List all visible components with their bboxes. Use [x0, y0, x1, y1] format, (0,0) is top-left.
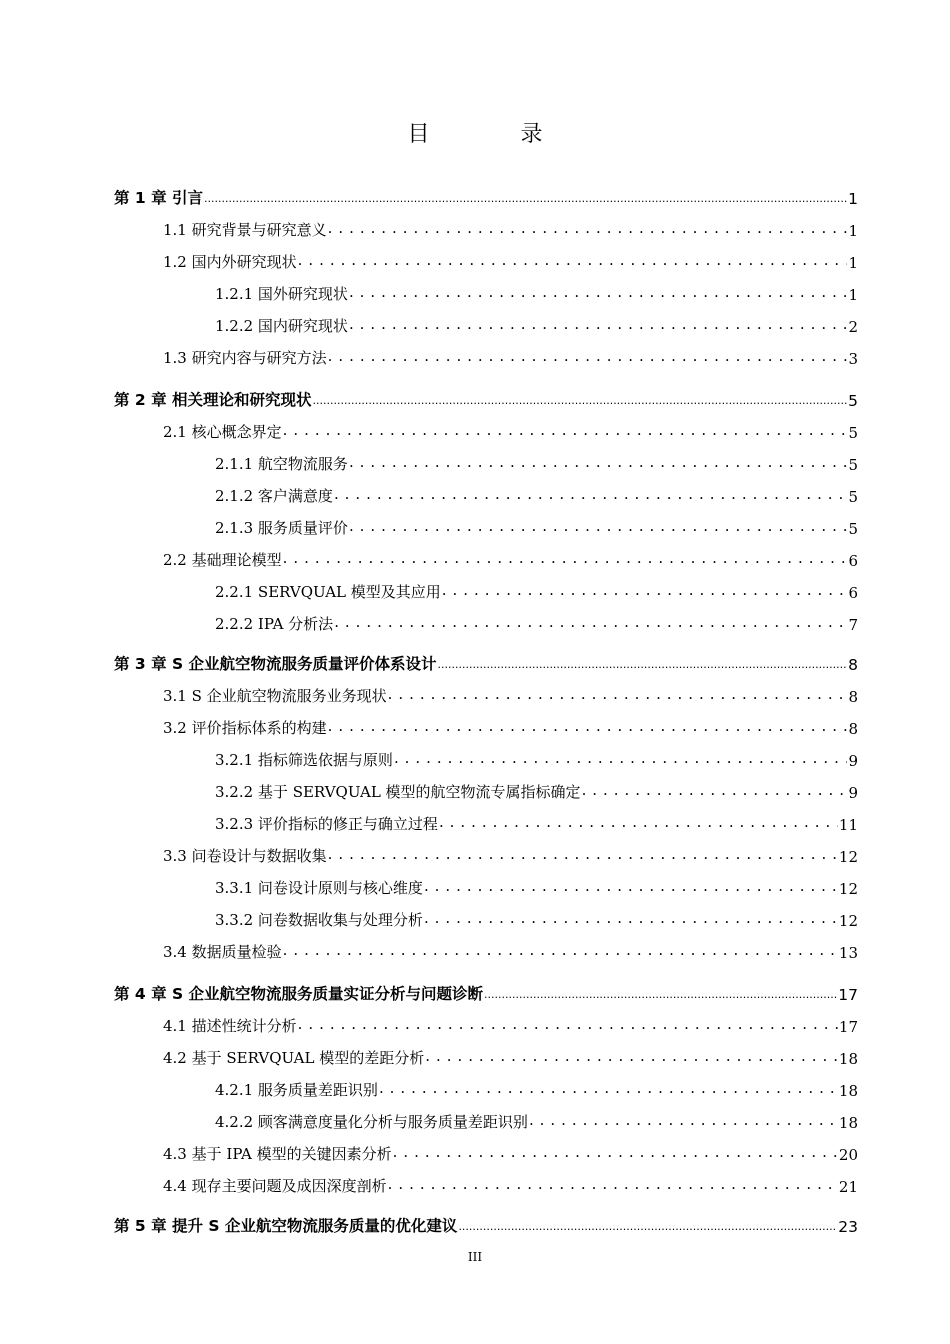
- toc-entry-title: 第 5 章 提升 S 企业航空物流服务质量的优化建议: [114, 1217, 458, 1235]
- toc-page-number: 1: [848, 222, 858, 240]
- toc-entry-title: 1.2 国内外研究现状: [163, 253, 297, 271]
- toc-entry-title: 3.4 数据质量检验: [163, 943, 282, 961]
- toc-page-number: 2: [848, 318, 858, 336]
- toc-section-entry[interactable]: [215, 904, 858, 930]
- toc-section-entry[interactable]: [163, 214, 858, 240]
- toc-entry-title: 4.2.1 服务质量差距识别: [215, 1081, 378, 1099]
- toc-entry-title: 第 4 章 S 企业航空物流服务质量实证分析与问题诊断: [114, 985, 484, 1003]
- toc-page-number: 18: [838, 1114, 858, 1132]
- toc-dot-leader: [312, 391, 847, 407]
- toc-page-number: 5: [848, 520, 858, 538]
- toc-section-entry[interactable]: [215, 1074, 858, 1100]
- toc-chapter-entry[interactable]: [114, 648, 858, 674]
- toc-chapter-entry[interactable]: [114, 384, 858, 410]
- toc-section-entry[interactable]: [163, 936, 858, 962]
- toc-page-number: 5: [848, 392, 858, 410]
- toc-entry-title: 4.3 基于 IPA 模型的关键因素分析: [163, 1145, 392, 1163]
- toc-entry-title: 2.2.2 IPA 分析法: [215, 615, 334, 633]
- toc-dot-leader: [442, 583, 848, 598]
- toc-entry-title: 2.1 核心概念界定: [163, 423, 282, 441]
- toc-entry-title: 2.2 基础理论模型: [163, 551, 282, 569]
- toc-dot-leader: [328, 847, 838, 862]
- toc-entry-title: 4.4 现存主要问题及成因深度剖析: [163, 1177, 387, 1195]
- toc-page-number: 9: [848, 784, 858, 802]
- toc-dot-leader: [298, 1017, 838, 1032]
- toc-page-number: 17: [838, 1018, 858, 1036]
- toc-section-entry[interactable]: [163, 680, 858, 706]
- toc-entry-title: 1.3 研究内容与研究方法: [163, 349, 327, 367]
- toc-section-entry[interactable]: [215, 448, 858, 474]
- toc-entry-title: 2.2.1 SERVQUAL 模型及其应用: [215, 583, 441, 601]
- toc-dot-leader: [334, 487, 848, 502]
- toc-section-entry[interactable]: [215, 1106, 858, 1132]
- toc-entry-title: 2.1.3 服务质量评价: [215, 519, 348, 537]
- toc-dot-leader: [484, 985, 837, 1001]
- toc-entry-title: 第 1 章 引言: [114, 189, 203, 207]
- toc-dot-leader: [529, 1113, 838, 1128]
- toc-dot-leader: [283, 551, 848, 566]
- toc-section-entry[interactable]: [163, 840, 858, 866]
- toc-section-entry[interactable]: [215, 512, 858, 538]
- toc-page-number: 20: [838, 1146, 858, 1164]
- toc-dot-leader: [439, 815, 838, 830]
- toc-title: 目 录: [407, 122, 585, 147]
- toc-page-number: 8: [848, 720, 858, 738]
- toc-dot-leader: [283, 423, 848, 438]
- toc-page-number: 1: [848, 190, 858, 208]
- toc-section-entry[interactable]: [215, 608, 858, 634]
- toc-page-number: 5: [848, 424, 858, 442]
- toc-entry-title: 第 3 章 S 企业航空物流服务质量评价体系设计: [114, 655, 437, 673]
- toc-section-entry[interactable]: [215, 744, 858, 770]
- toc-page-number: 9: [848, 752, 858, 770]
- toc-entry-title: 3.2.2 基于 SERVQUAL 模型的航空物流专属指标确定: [215, 783, 581, 801]
- toc-dot-leader: [349, 317, 848, 332]
- toc-page-number: 23: [838, 1218, 858, 1236]
- toc-dot-leader: [379, 1081, 838, 1096]
- toc-section-entry[interactable]: [163, 1170, 858, 1196]
- toc-section-entry[interactable]: [215, 808, 858, 834]
- toc-page-number: 18: [838, 1082, 858, 1100]
- toc-dot-leader: [328, 349, 848, 364]
- toc-page-number: 18: [838, 1050, 858, 1068]
- toc-dot-leader: [438, 655, 848, 671]
- toc-section-entry[interactable]: [215, 310, 858, 336]
- toc-dot-leader: [204, 189, 847, 205]
- toc-page-number: 13: [838, 944, 858, 962]
- toc-page-number: 12: [838, 880, 858, 898]
- toc-page-number: 5: [848, 456, 858, 474]
- toc-entry-title: 3.2.1 指标筛选依据与原则: [215, 751, 393, 769]
- toc-dot-leader: [394, 751, 848, 766]
- toc-section-entry[interactable]: [163, 1010, 858, 1036]
- toc-chapter-entry[interactable]: [114, 978, 858, 1004]
- toc-section-entry[interactable]: [163, 246, 858, 272]
- toc-section-entry[interactable]: [215, 278, 858, 304]
- toc-section-entry[interactable]: [163, 544, 858, 570]
- toc-entry-title: 2.1.2 客户满意度: [215, 487, 333, 505]
- page-number: III: [467, 1250, 483, 1264]
- toc-page-number: 11: [838, 816, 858, 834]
- toc-page-number: 8: [848, 656, 858, 674]
- toc-entry-title: 1.2.2 国内研究现状: [215, 317, 348, 335]
- toc-dot-leader: [582, 783, 848, 798]
- toc-section-entry[interactable]: [163, 712, 858, 738]
- toc-chapter-entry[interactable]: [114, 182, 858, 208]
- toc-page-number: 7: [848, 616, 858, 634]
- toc-dot-leader: [334, 615, 847, 630]
- toc-entry-title: 第 2 章 相关理论和研究现状: [114, 391, 312, 409]
- toc-dot-leader: [425, 1049, 838, 1064]
- toc-chapter-entry[interactable]: [114, 1210, 858, 1236]
- toc-page-number: 1: [848, 254, 858, 272]
- toc-page-number: 1: [848, 286, 858, 304]
- toc-entry-title: 2.1.1 航空物流服务: [215, 455, 348, 473]
- toc-dot-leader: [388, 1177, 838, 1192]
- toc-entry-title: 4.1 描述性统计分析: [163, 1017, 297, 1035]
- toc-dot-leader: [349, 455, 848, 470]
- toc-page-number: 17: [838, 986, 858, 1004]
- toc-page-number: 3: [848, 350, 858, 368]
- toc-section-entry[interactable]: [163, 1042, 858, 1068]
- toc-page-number: 6: [848, 584, 858, 602]
- toc-entry-title: 4.2.2 顾客满意度量化分析与服务质量差距识别: [215, 1113, 528, 1131]
- toc-entry-title: 3.3.1 问卷设计原则与核心维度: [215, 879, 423, 897]
- toc-entry-title: 1.2.1 国外研究现状: [215, 285, 348, 303]
- toc-page-number: 12: [838, 912, 858, 930]
- toc-dot-leader: [349, 285, 848, 300]
- toc-entry-title: 3.3 问卷设计与数据收集: [163, 847, 327, 865]
- toc-page-number: 8: [848, 688, 858, 706]
- toc-entry-title: 3.2.3 评价指标的修正与确立过程: [215, 815, 438, 833]
- toc-dot-leader: [388, 687, 848, 702]
- toc-entry-title: 4.2 基于 SERVQUAL 模型的差距分析: [163, 1049, 425, 1067]
- toc-dot-leader: [424, 879, 838, 894]
- toc-dot-leader: [328, 719, 848, 734]
- toc-entry-title: 3.1 S 企业航空物流服务业务现状: [163, 687, 387, 705]
- toc-section-entry[interactable]: [163, 342, 858, 368]
- toc-dot-leader: [283, 943, 838, 958]
- toc-section-entry[interactable]: [215, 480, 858, 506]
- toc-entry-title: 3.2 评价指标体系的构建: [163, 719, 327, 737]
- toc-dot-leader: [349, 519, 848, 534]
- toc-dot-leader: [458, 1217, 837, 1233]
- toc-section-entry[interactable]: [215, 776, 858, 802]
- toc-page-number: 12: [838, 848, 858, 866]
- toc-section-entry[interactable]: [215, 576, 858, 602]
- toc-page-number: 6: [848, 552, 858, 570]
- toc-page-number: 21: [838, 1178, 858, 1196]
- toc-dot-leader: [328, 221, 848, 236]
- toc-entry-title: 1.1 研究背景与研究意义: [163, 221, 327, 239]
- toc-dot-leader: [424, 911, 838, 926]
- toc-page-number: 5: [848, 488, 858, 506]
- toc-dot-leader: [298, 253, 848, 268]
- toc-section-entry[interactable]: [163, 416, 858, 442]
- toc-entry-title: 3.3.2 问卷数据收集与处理分析: [215, 911, 423, 929]
- toc-section-entry[interactable]: [215, 872, 858, 898]
- toc-section-entry[interactable]: [163, 1138, 858, 1164]
- toc-dot-leader: [393, 1145, 838, 1160]
